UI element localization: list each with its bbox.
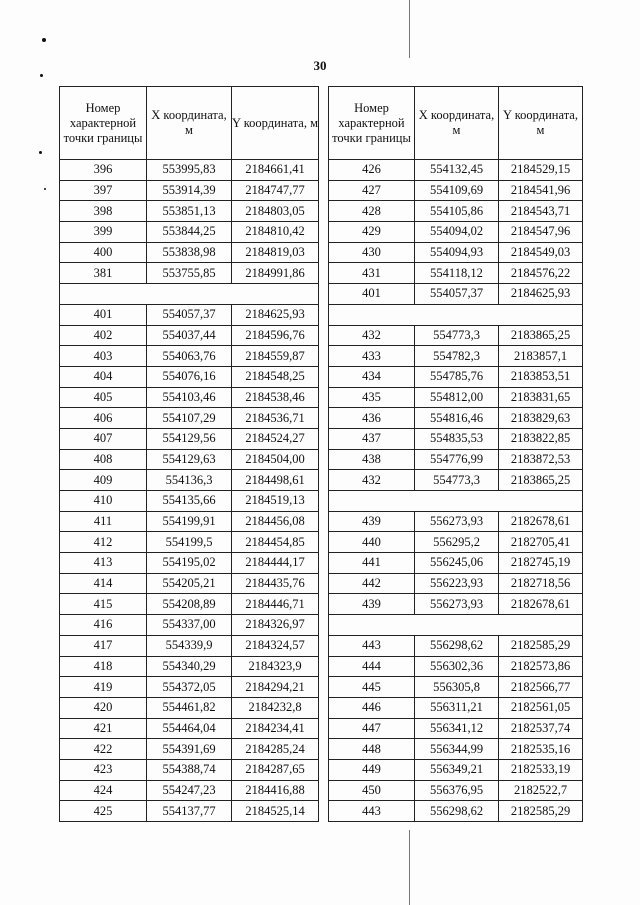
cell-point-number: 432 [329,470,415,491]
cell-point-number: 396 [60,160,147,181]
table-row [60,759,319,780]
cell-x-coordinate: 553838,98 [147,242,232,263]
table-row [60,511,319,532]
cell-x-coordinate: 556305,8 [415,677,499,698]
header-y-coordinate: Y координата, м [499,87,583,160]
cell-y-coordinate: 2184541,96 [499,180,583,201]
cell-x-coordinate: 556344,99 [415,739,499,760]
cell-y-coordinate: 2184625,93 [232,304,319,325]
cell-point-number: 416 [60,615,147,636]
separator-row-cell [329,615,583,636]
cell-point-number: 428 [329,201,415,222]
cell-y-coordinate: 2183872,53 [499,449,583,470]
cell-x-coordinate: 554388,74 [147,759,232,780]
header-point-number: Номер характерной точки границы [329,87,415,160]
cell-point-number: 402 [60,325,147,346]
cell-x-coordinate: 553755,85 [147,263,232,284]
cell-x-coordinate: 554782,3 [415,346,499,367]
table-row [60,801,319,822]
cell-point-number: 430 [329,242,415,263]
cell-y-coordinate: 2184596,76 [232,325,319,346]
cell-y-coordinate: 2184536,71 [232,408,319,429]
cell-x-coordinate: 554773,3 [415,470,499,491]
table-row [329,491,583,512]
cell-y-coordinate: 2184547,96 [499,222,583,243]
header-y-coordinate: Y координата, м [232,87,319,160]
table-row [329,470,583,491]
cell-x-coordinate: 556223,93 [415,573,499,594]
table-row [329,656,583,677]
cell-x-coordinate: 554205,21 [147,573,232,594]
cell-point-number: 423 [60,759,147,780]
cell-y-coordinate: 2182573,86 [499,656,583,677]
cell-x-coordinate: 556273,93 [415,511,499,532]
table-row [329,284,583,305]
cell-x-coordinate: 553851,13 [147,201,232,222]
table-row [60,449,319,470]
cell-x-coordinate: 554208,89 [147,594,232,615]
table-row [329,325,583,346]
table-row [329,449,583,470]
cell-x-coordinate: 554835,53 [415,428,499,449]
cell-y-coordinate: 2182566,77 [499,677,583,698]
cell-y-coordinate: 2184446,71 [232,594,319,615]
cell-point-number: 420 [60,697,147,718]
cell-point-number: 440 [329,532,415,553]
cell-x-coordinate: 554199,5 [147,532,232,553]
cell-y-coordinate: 2184416,88 [232,780,319,801]
cell-y-coordinate: 2184549,03 [499,242,583,263]
cell-x-coordinate: 553914,39 [147,180,232,201]
cell-x-coordinate: 554340,29 [147,656,232,677]
cell-y-coordinate: 2183865,25 [499,325,583,346]
table-row [60,325,319,346]
table-row [329,615,583,636]
table-row [329,346,583,367]
cell-point-number: 398 [60,201,147,222]
cell-point-number: 449 [329,759,415,780]
cell-y-coordinate: 2182585,29 [499,801,583,822]
table-row [329,387,583,408]
cell-point-number: 409 [60,470,147,491]
cell-x-coordinate: 554132,45 [415,160,499,181]
cell-point-number: 444 [329,656,415,677]
cell-point-number: 411 [60,511,147,532]
cell-point-number: 413 [60,553,147,574]
table-row [60,428,319,449]
cell-point-number: 410 [60,491,147,512]
cell-y-coordinate: 2184524,27 [232,428,319,449]
cell-x-coordinate: 554076,16 [147,366,232,387]
table-row [60,553,319,574]
table-row [60,470,319,491]
cell-y-coordinate: 2184232,8 [232,697,319,718]
cell-point-number: 397 [60,180,147,201]
header-row [329,87,583,160]
cell-x-coordinate: 554812,00 [415,387,499,408]
cell-x-coordinate: 554391,69 [147,739,232,760]
cell-point-number: 439 [329,511,415,532]
cell-x-coordinate: 553844,25 [147,222,232,243]
table-row [329,222,583,243]
cell-point-number: 401 [329,284,415,305]
table-row [329,594,583,615]
cell-y-coordinate: 2184538,46 [232,387,319,408]
cell-y-coordinate: 2184543,71 [499,201,583,222]
cell-y-coordinate: 2184819,03 [232,242,319,263]
table-row [60,222,319,243]
cell-x-coordinate: 554037,44 [147,325,232,346]
cell-x-coordinate: 554109,69 [415,180,499,201]
cell-y-coordinate: 2184444,17 [232,553,319,574]
table-row [329,408,583,429]
header-x-coordinate: X координата, м [415,87,499,160]
header-row [60,87,319,160]
cell-point-number: 381 [60,263,147,284]
cell-x-coordinate: 554137,77 [147,801,232,822]
table-row [329,553,583,574]
cell-point-number: 429 [329,222,415,243]
cell-point-number: 399 [60,222,147,243]
table-row [329,201,583,222]
cell-y-coordinate: 2184435,76 [232,573,319,594]
cell-x-coordinate: 556245,06 [415,553,499,574]
cell-point-number: 443 [329,635,415,656]
scan-speck [40,74,43,77]
cell-y-coordinate: 2184498,61 [232,470,319,491]
cell-x-coordinate: 554136,3 [147,470,232,491]
cell-x-coordinate: 554057,37 [147,304,232,325]
table-row [60,615,319,636]
cell-point-number: 400 [60,242,147,263]
cell-y-coordinate: 2182522,7 [499,780,583,801]
cell-point-number: 422 [60,739,147,760]
cell-y-coordinate: 2184810,42 [232,222,319,243]
separator-row-cell [329,304,583,325]
cell-y-coordinate: 2184529,15 [499,160,583,181]
table-row [329,739,583,760]
cell-point-number: 408 [60,449,147,470]
cell-x-coordinate: 554129,56 [147,428,232,449]
table-row [60,739,319,760]
cell-y-coordinate: 2184326,97 [232,615,319,636]
table-row [60,387,319,408]
table-row [329,573,583,594]
table-row [60,718,319,739]
cell-point-number: 437 [329,428,415,449]
cell-y-coordinate: 2184559,87 [232,346,319,367]
cell-x-coordinate: 556295,2 [415,532,499,553]
cell-x-coordinate: 554094,93 [415,242,499,263]
cell-point-number: 415 [60,594,147,615]
cell-y-coordinate: 2182678,61 [499,511,583,532]
cell-y-coordinate: 2184991,86 [232,263,319,284]
table-row [329,263,583,284]
cell-y-coordinate: 2182585,29 [499,635,583,656]
table-row [329,801,583,822]
cell-point-number: 424 [60,780,147,801]
cell-y-coordinate: 2184323,9 [232,656,319,677]
cell-point-number: 425 [60,801,147,822]
table-row [329,366,583,387]
cell-x-coordinate: 554785,76 [415,366,499,387]
cell-point-number: 406 [60,408,147,429]
cell-point-number: 448 [329,739,415,760]
table-row [60,160,319,181]
cell-x-coordinate: 554461,82 [147,697,232,718]
cell-x-coordinate: 556376,95 [415,780,499,801]
cell-y-coordinate: 2184234,41 [232,718,319,739]
table-row [329,242,583,263]
cell-y-coordinate: 2184324,57 [232,635,319,656]
table-row [329,180,583,201]
cell-point-number: 434 [329,366,415,387]
cell-point-number: 442 [329,573,415,594]
cell-y-coordinate: 2184504,00 [232,449,319,470]
scan-speck [44,188,46,190]
cell-point-number: 439 [329,594,415,615]
cell-x-coordinate: 554372,05 [147,677,232,698]
cell-point-number: 418 [60,656,147,677]
scan-edge-line [409,830,410,905]
cell-x-coordinate: 554339,9 [147,635,232,656]
cell-point-number: 412 [60,532,147,553]
cell-x-coordinate: 554118,12 [415,263,499,284]
cell-point-number: 404 [60,366,147,387]
table-row [60,656,319,677]
cell-y-coordinate: 2182537,74 [499,718,583,739]
cell-x-coordinate: 556341,12 [415,718,499,739]
cell-y-coordinate: 2184625,93 [499,284,583,305]
separator-row-cell [60,284,319,305]
cell-y-coordinate: 2182678,61 [499,594,583,615]
cell-x-coordinate: 554129,63 [147,449,232,470]
cell-y-coordinate: 2182745,19 [499,553,583,574]
cell-x-coordinate: 556311,21 [415,697,499,718]
cell-point-number: 427 [329,180,415,201]
cell-point-number: 401 [60,304,147,325]
header-point-number: Номер характерной точки границы [60,87,147,160]
cell-y-coordinate: 2182705,41 [499,532,583,553]
cell-x-coordinate: 556298,62 [415,801,499,822]
cell-y-coordinate: 2183853,51 [499,366,583,387]
table-row [60,242,319,263]
cell-y-coordinate: 2184454,85 [232,532,319,553]
scan-speck [39,151,42,154]
cell-x-coordinate: 556298,62 [415,635,499,656]
table-row [60,346,319,367]
cell-y-coordinate: 2183857,1 [499,346,583,367]
table-row [329,428,583,449]
cell-y-coordinate: 2184287,65 [232,759,319,780]
cell-point-number: 432 [329,325,415,346]
cell-x-coordinate: 554063,76 [147,346,232,367]
scan-edge-line [409,0,410,58]
cell-y-coordinate: 2183831,65 [499,387,583,408]
cell-point-number: 405 [60,387,147,408]
cell-y-coordinate: 2184803,05 [232,201,319,222]
cell-y-coordinate: 2184285,24 [232,739,319,760]
cell-y-coordinate: 2184519,13 [232,491,319,512]
cell-point-number: 438 [329,449,415,470]
cell-point-number: 436 [329,408,415,429]
cell-y-coordinate: 2183829,63 [499,408,583,429]
table-row [60,573,319,594]
table-row [329,677,583,698]
coordinates-table-right [328,86,583,822]
cell-x-coordinate: 554107,29 [147,408,232,429]
cell-point-number: 419 [60,677,147,698]
table-row [329,759,583,780]
cell-x-coordinate: 554773,3 [415,325,499,346]
cell-point-number: 417 [60,635,147,656]
cell-point-number: 443 [329,801,415,822]
table-row [329,635,583,656]
cell-x-coordinate: 554816,46 [415,408,499,429]
table-row [60,304,319,325]
table-row [329,304,583,325]
cell-x-coordinate: 556302,36 [415,656,499,677]
cell-point-number: 426 [329,160,415,181]
cell-y-coordinate: 2184747,77 [232,180,319,201]
table-row [329,532,583,553]
cell-y-coordinate: 2184456,08 [232,511,319,532]
cell-point-number: 446 [329,697,415,718]
table-row [60,180,319,201]
table-row [329,718,583,739]
cell-x-coordinate: 554195,02 [147,553,232,574]
cell-point-number: 421 [60,718,147,739]
cell-x-coordinate: 553995,83 [147,160,232,181]
table-row [60,677,319,698]
cell-x-coordinate: 554057,37 [415,284,499,305]
cell-point-number: 414 [60,573,147,594]
table-row [329,780,583,801]
table-row [60,594,319,615]
table-row [60,263,319,284]
cell-point-number: 407 [60,428,147,449]
table-row [329,697,583,718]
cell-point-number: 433 [329,346,415,367]
cell-y-coordinate: 2184576,22 [499,263,583,284]
cell-x-coordinate: 554337,00 [147,615,232,636]
separator-row-cell [329,491,583,512]
page-number: 30 [313,58,327,73]
table-row [60,697,319,718]
cell-y-coordinate: 2182718,56 [499,573,583,594]
cell-point-number: 445 [329,677,415,698]
cell-point-number: 441 [329,553,415,574]
cell-x-coordinate: 554103,46 [147,387,232,408]
cell-x-coordinate: 556349,21 [415,759,499,780]
scan-speck [42,38,46,42]
cell-x-coordinate: 554199,91 [147,511,232,532]
cell-point-number: 450 [329,780,415,801]
cell-x-coordinate: 554105,86 [415,201,499,222]
table-row [329,511,583,532]
coordinates-table-left [59,86,319,822]
table-row [60,201,319,222]
cell-y-coordinate: 2183865,25 [499,470,583,491]
cell-x-coordinate: 556273,93 [415,594,499,615]
cell-x-coordinate: 554135,66 [147,491,232,512]
table-row [329,160,583,181]
table-row [60,366,319,387]
cell-x-coordinate: 554464,04 [147,718,232,739]
cell-y-coordinate: 2184661,41 [232,160,319,181]
cell-point-number: 403 [60,346,147,367]
table-row [60,532,319,553]
cell-y-coordinate: 2182535,16 [499,739,583,760]
cell-y-coordinate: 2182561,05 [499,697,583,718]
cell-x-coordinate: 554094,02 [415,222,499,243]
cell-x-coordinate: 554776,99 [415,449,499,470]
cell-y-coordinate: 2182533,19 [499,759,583,780]
table-row [60,780,319,801]
table-row [60,284,319,305]
cell-x-coordinate: 554247,23 [147,780,232,801]
cell-point-number: 431 [329,263,415,284]
table-row [60,635,319,656]
cell-y-coordinate: 2183822,85 [499,428,583,449]
cell-y-coordinate: 2184525,14 [232,801,319,822]
cell-y-coordinate: 2184294,21 [232,677,319,698]
cell-point-number: 447 [329,718,415,739]
cell-point-number: 435 [329,387,415,408]
cell-y-coordinate: 2184548,25 [232,366,319,387]
table-row [60,408,319,429]
table-row [60,491,319,512]
header-x-coordinate: X координата, м [147,87,232,160]
